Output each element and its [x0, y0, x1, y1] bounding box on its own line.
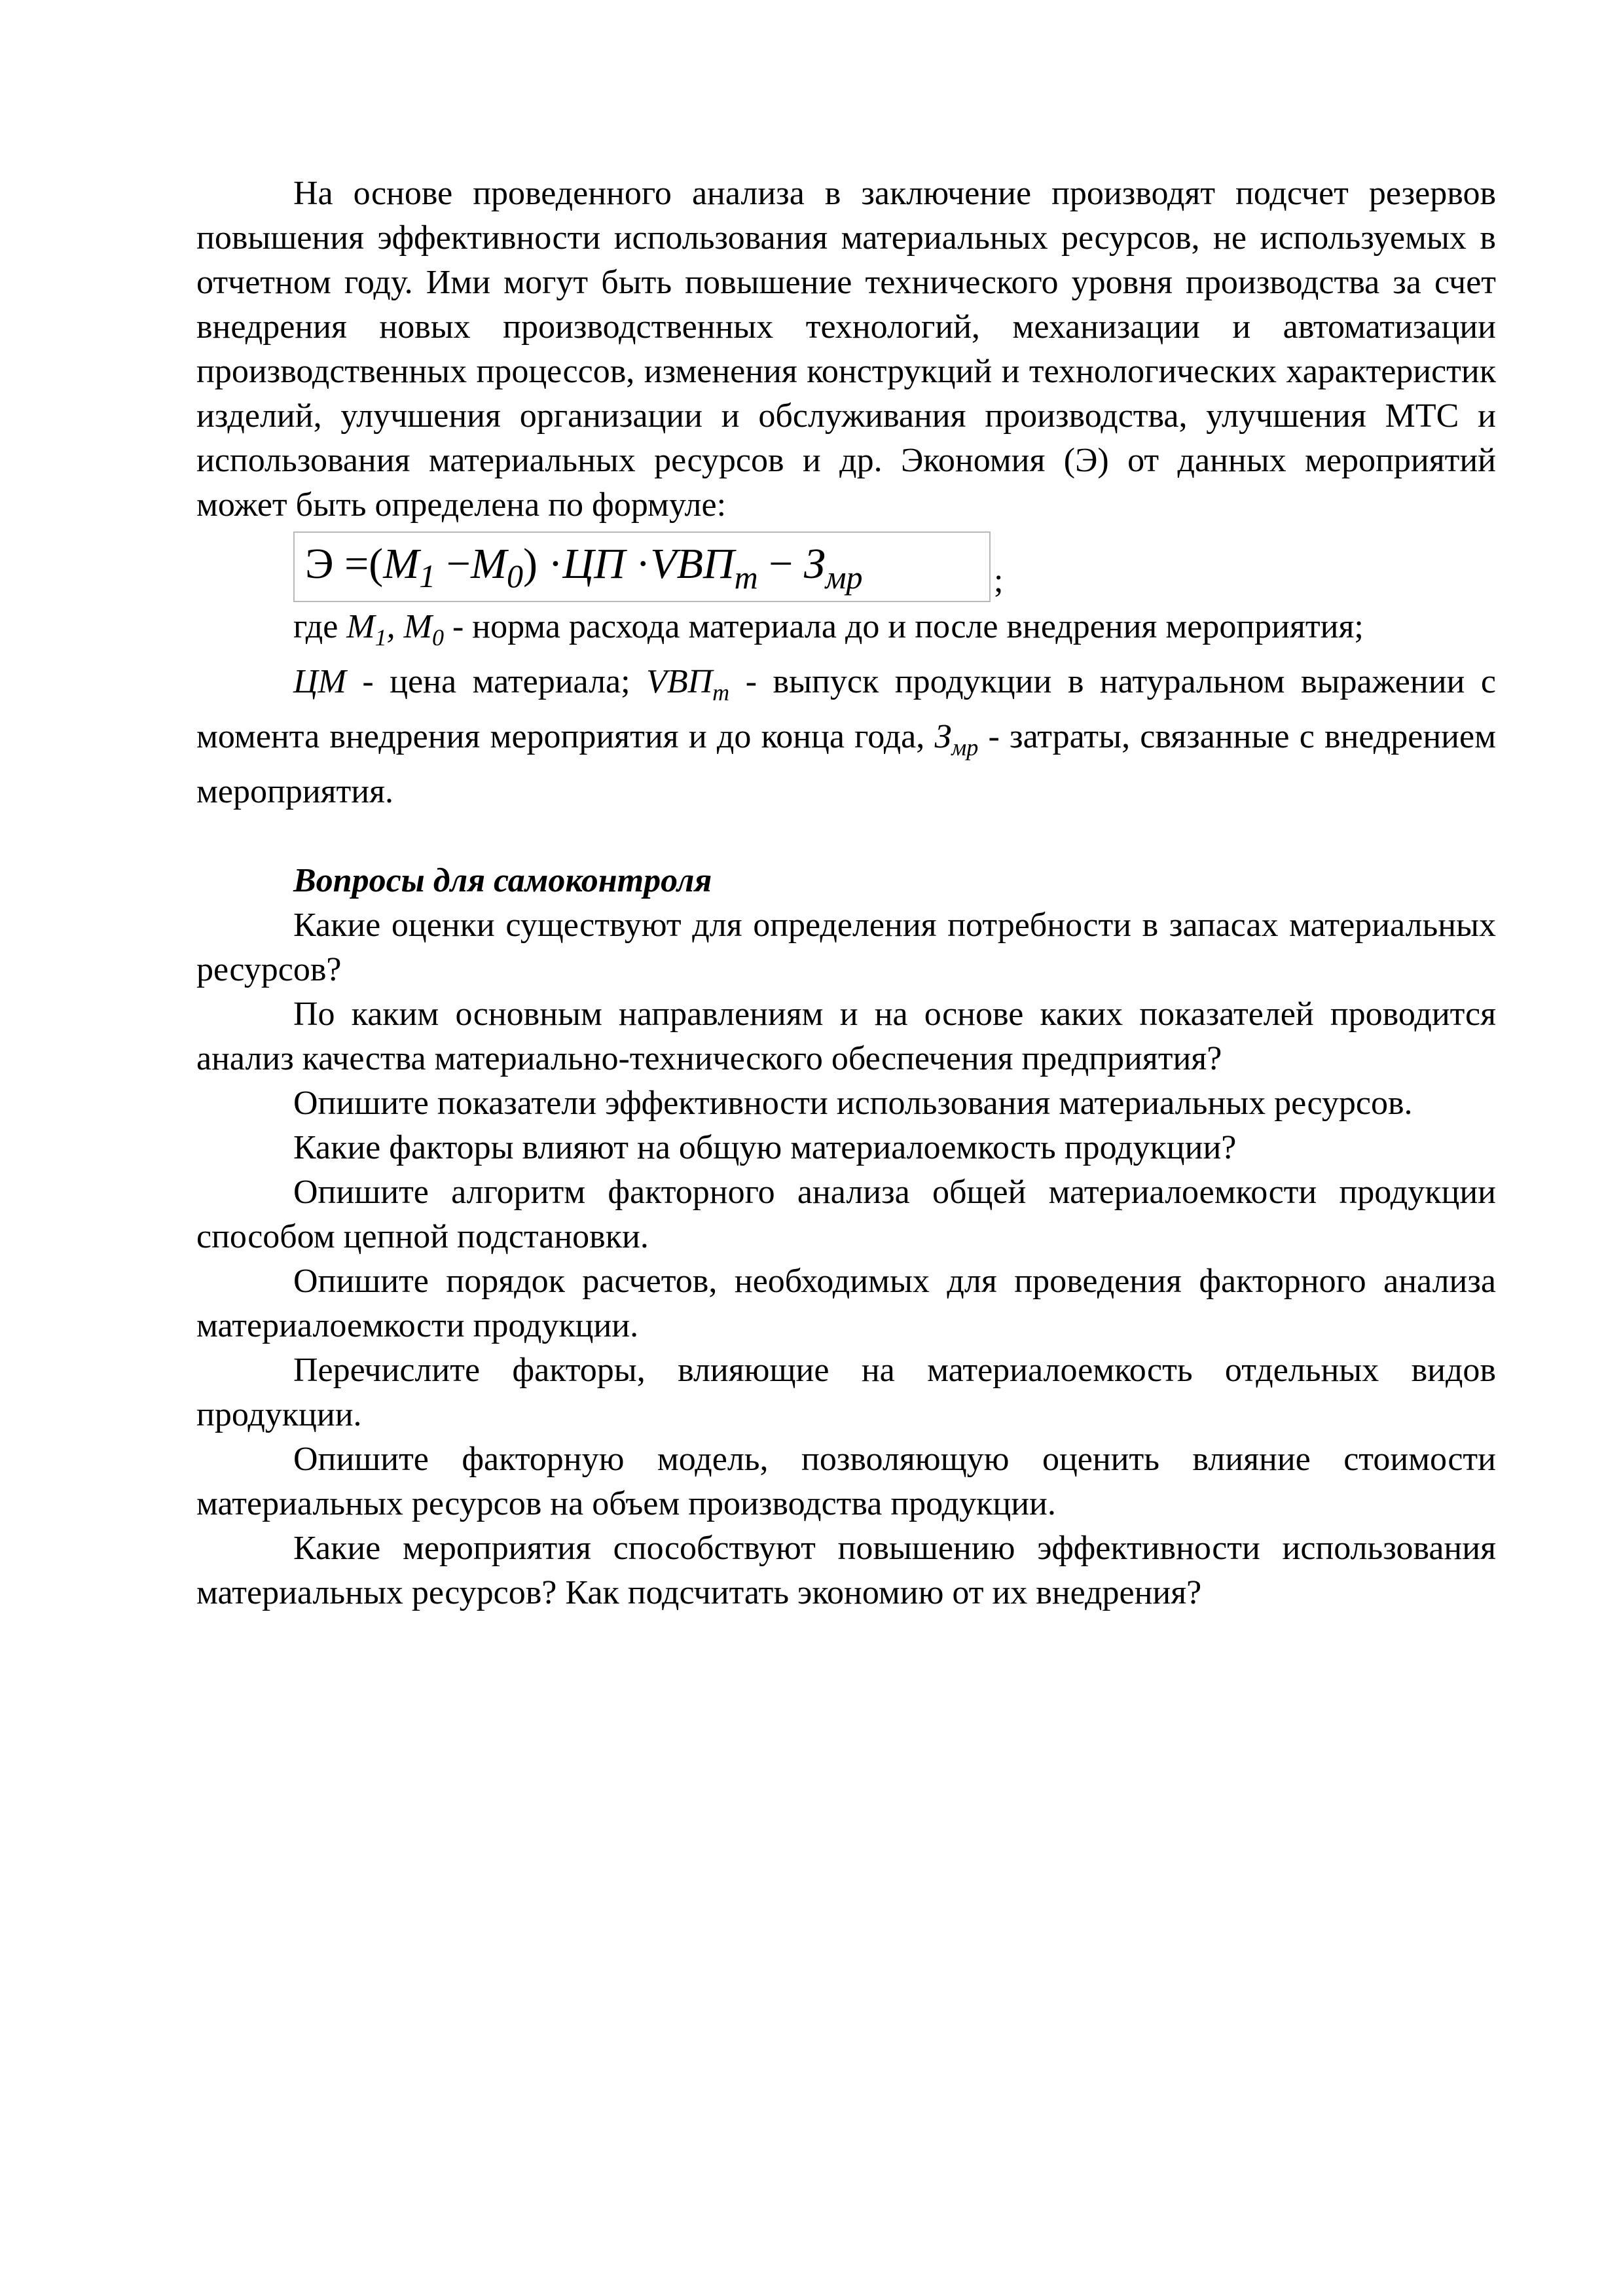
question-item: Какие мероприятия способствуют повышению эффективности использования материальных ресурсов? Как подсчитать экономию от их внедрения? [196, 1530, 1496, 1611]
formula-box [293, 531, 991, 602]
formula-m0: М [471, 540, 507, 588]
questions-list [196, 903, 1496, 1615]
var-vvp: VВП [646, 663, 713, 700]
question-item: Опишите алгоритм факторного анализа общей материалоемкости продукции способом цепной подстановки. [196, 1174, 1496, 1255]
economy-formula [305, 538, 863, 603]
var-m0: М [403, 608, 432, 645]
formula-minus1: − [435, 540, 471, 588]
formula-minus2: − [757, 540, 804, 588]
question-item: Какие оценки существуют для определения потребности в запасах материальных ресурсов? [196, 906, 1496, 988]
question-item: По каким основным направлениям и на основе каких показателей проводится анализ качества материально-технического обеспечения предприятия? [196, 996, 1496, 1077]
formula-dot: · [625, 540, 651, 588]
where-line: где $М_1$, $М_0$ - норма расхода материала до и после внедрения мероприятия; [293, 608, 1364, 651]
question-item: Опишите факторную модель, позволяющую оценить влияние стоимости материальных ресурсов на объем производства продукции. [196, 1441, 1496, 1522]
formula-lhs: Э [305, 540, 334, 588]
formula-z-sub: мр [825, 559, 863, 596]
formula-m1-sub: 1 [419, 558, 436, 594]
intro-paragraph: На основе проведенного анализа в заключение производят подсчет резервов повышения эффективности использования материальных ресурсов, не используемых в отчетном году. Ими могут быть повышение технического уровня производства за счет внедрения новых производственных технологий, механизации и автоматизации производственных процессов, изменения конструкций и технологических характеристик изделий, улучшения организации и обслуживания производства, улучшения МТС и использования материальных ресурсов и др. Экономия (Э) от данных мероприятий может быть определена по формуле: [196, 175, 1496, 524]
formula-semicolon: ; [994, 562, 1004, 600]
formula-vvp: VВП [650, 540, 735, 588]
var-m1: М [346, 608, 375, 645]
formula-vvp-sub: m [734, 559, 758, 596]
formula-row [196, 528, 1496, 605]
spacer [196, 814, 1496, 859]
var-z: З [934, 718, 952, 755]
formula-eq: =( [333, 540, 384, 588]
formula-m0-sub: 0 [506, 558, 523, 594]
formula-tsp: ЦП [562, 540, 625, 588]
var-tsm: ЦМ [293, 663, 346, 700]
question-item: Какие факторы влияют на общую материалоемкость продукции? [293, 1129, 1237, 1166]
document-page [196, 171, 1496, 1615]
formula-m1: М [383, 540, 420, 588]
question-item: Опишите порядок расчетов, необходимых для проведения факторного анализа материалоемкости продукции. [196, 1263, 1496, 1344]
questions-heading: Вопросы для самоконтроля [293, 862, 712, 899]
where-paragraph: ЦМ - цена материала; $VВП_т$ - выпуск продукции в натуральном выражении с момента внедрения мероприятия и до конца года, $З_{мр}$ - затраты, связанные с внедрением мероприятия. [196, 663, 1496, 810]
formula-z: З [803, 540, 826, 588]
question-item: Перечислите факторы, влияющие на материалоемкость отдельных видов продукции. [196, 1352, 1496, 1433]
question-item: Опишите показатели эффективности использования материальных ресурсов. [293, 1085, 1413, 1122]
formula-mid: ) · [522, 540, 563, 588]
